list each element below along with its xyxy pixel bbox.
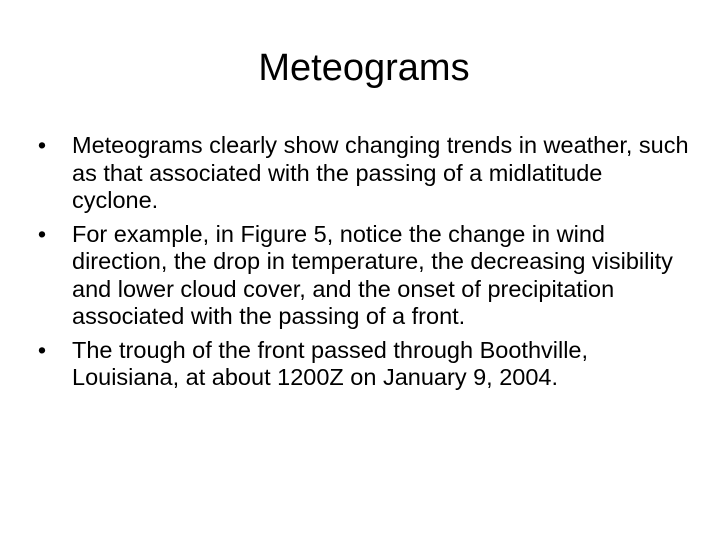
bullet-text: Meteograms clearly show changing trends in weather, such as that associated with the passing of a midlatitude cyclone.: [72, 132, 689, 213]
bullet-dot-icon: •: [37, 336, 47, 363]
bullet-dot-icon: •: [37, 220, 47, 247]
bullet-dot-icon: •: [37, 132, 47, 158]
bullet-list: [32, 132, 692, 398]
bullet-text: For example, in Figure 5, notice the change in wind direction, the drop in temperature, the decreasing visibility and lower cloud cover, and the onset of precipitation associated with the passing of a front.: [72, 220, 673, 329]
slide-title: Meteograms: [258, 47, 470, 89]
bullet-text: The trough of the front passed through Boothville, Louisiana, at about 1200Z on January 9, 2004.: [72, 336, 589, 390]
bullet-item: [32, 132, 692, 215]
bullet-item: [32, 221, 692, 331]
bullet-item: [32, 337, 692, 392]
